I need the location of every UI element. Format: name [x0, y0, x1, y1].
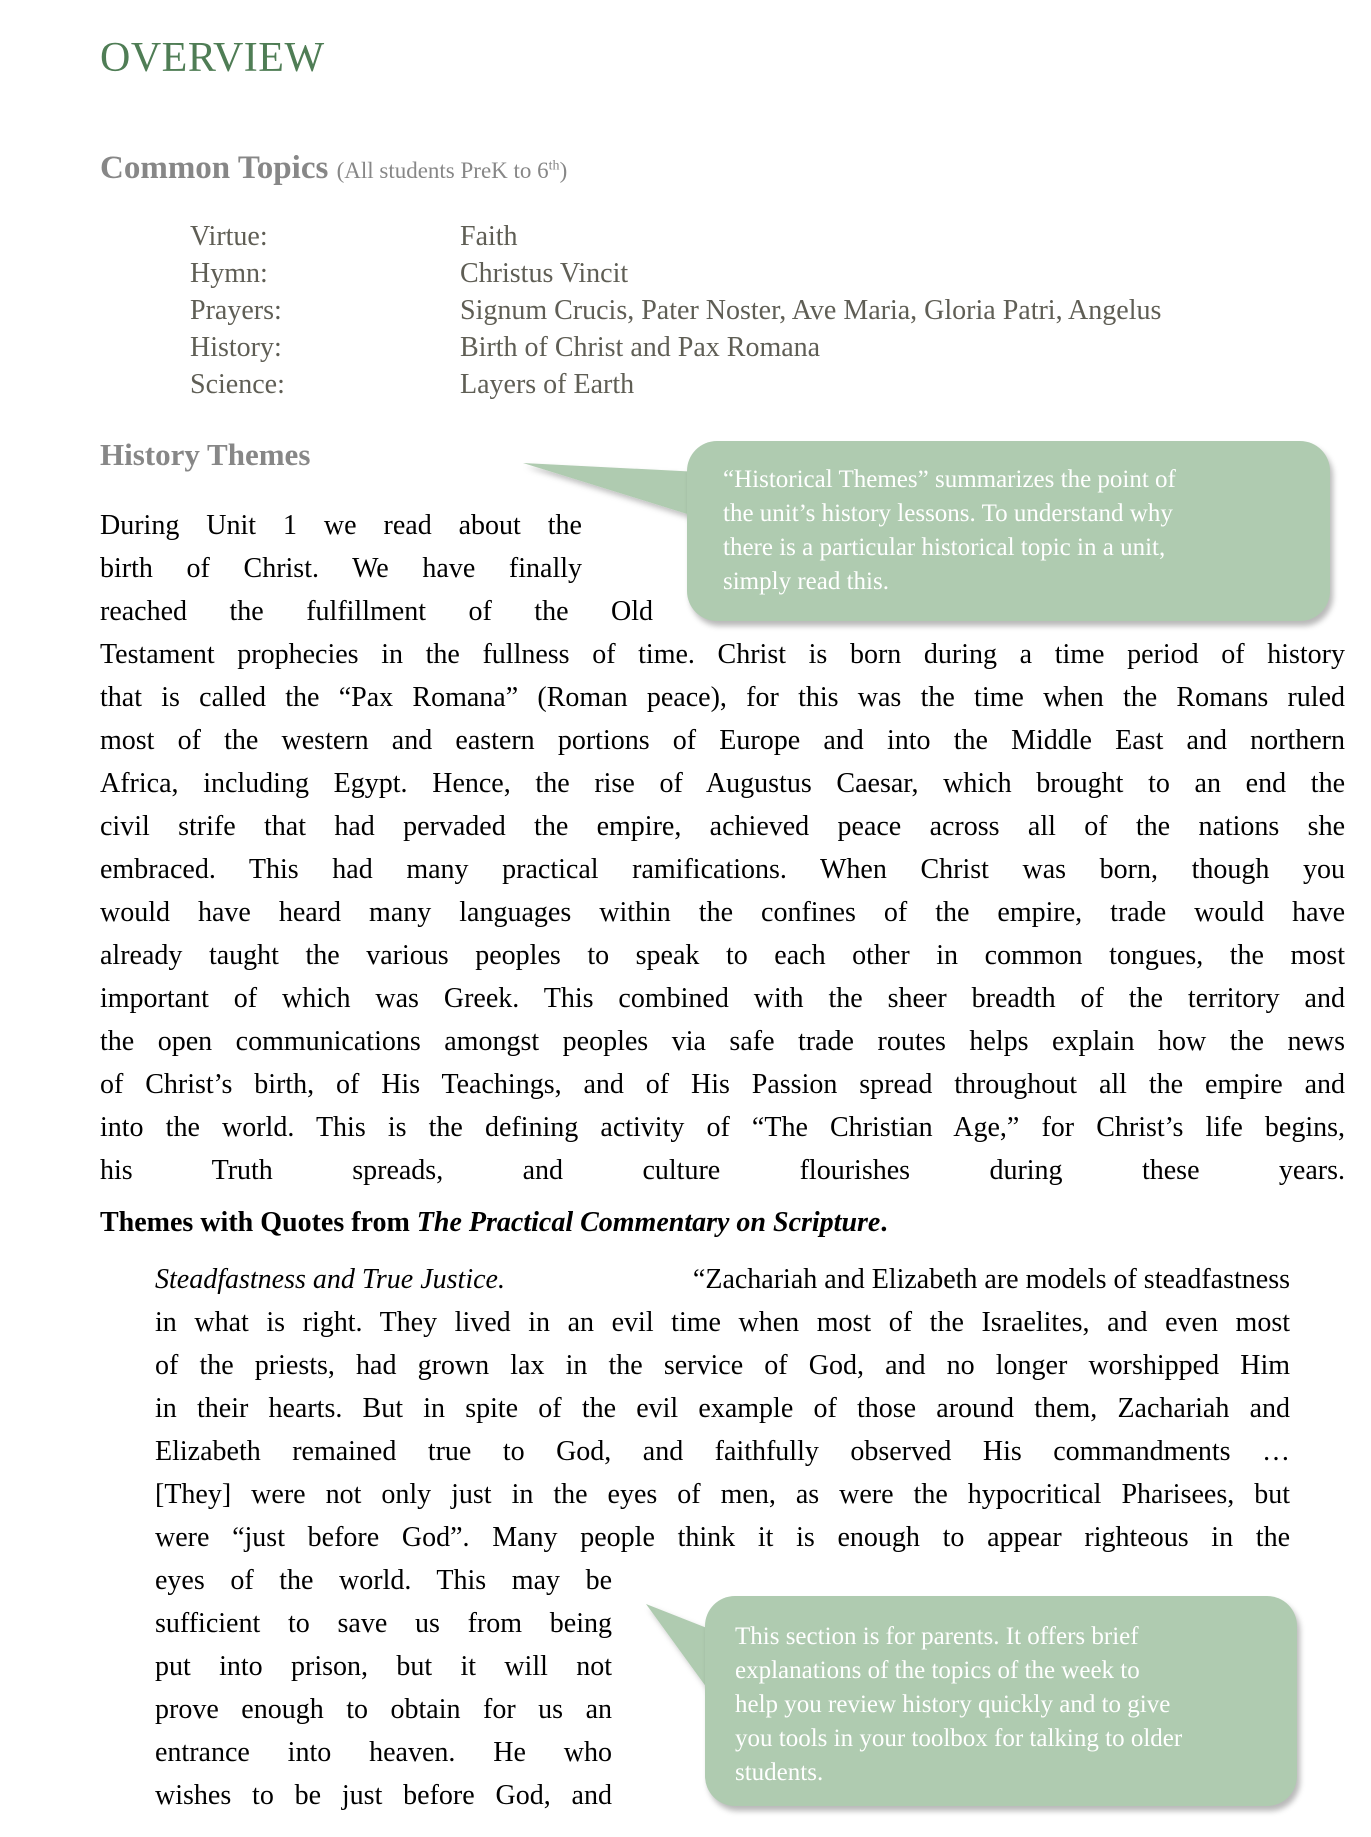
paragraph-line: into the world. This is the defining activity of “The Christian Age,” for Christ’s life begins,: [100, 1112, 1345, 1143]
callout-parents-note: [705, 1596, 1297, 1806]
history-themes-heading: History Themes: [100, 437, 311, 472]
source-title: The Practical Commentary on Scripture: [416, 1207, 881, 1238]
topic-label: Science:: [190, 369, 285, 400]
topic-label: Virtue:: [190, 221, 268, 252]
topic-value: Faith: [460, 221, 518, 252]
quote-line: Steadfastness and True Justice. “Zachariah and Elizabeth are models of steadfastness: [155, 1264, 1290, 1295]
quote-line: eyes of the world. This may be: [155, 1565, 612, 1596]
quote-line: of the priests, had grown lax in the service of God, and no longer worshipped Him: [155, 1350, 1290, 1381]
paragraph-line: civil strife that had pervaded the empire, achieved peace across all of the nations she: [100, 811, 1345, 842]
topic-label: History:: [190, 332, 282, 363]
callout-text: This section is for parents. It offers brief explanations of the topics of the week to help you review history quickly and to give you tools in your toolbox for talking to older students.: [735, 1623, 1183, 1786]
paragraph-line: During Unit 1 we read about the: [100, 510, 582, 541]
quote-line: put into prison, but it will not: [155, 1651, 612, 1682]
common-topics-title: Common Topics: [100, 150, 329, 186]
paragraph-line: of Christ’s birth, of His Teachings, and of His Passion spread throughout all the empire and: [100, 1069, 1345, 1100]
topic-value: Signum Crucis, Pater Noster, Ave Maria, Gloria Patri, Angelus: [460, 295, 1162, 326]
quote-title: Steadfastness and True Justice.: [155, 1264, 505, 1295]
paragraph-line: Africa, including Egypt. Hence, the rise of Augustus Caesar, which brought to an end the: [100, 768, 1345, 799]
paragraph-line: birth of Christ. We have finally: [100, 553, 582, 584]
paragraph-line: his Truth spreads, and culture flourishes during these years.: [100, 1155, 1345, 1186]
quote-line: prove enough to obtain for us an: [155, 1694, 612, 1725]
topic-label: Prayers:: [190, 295, 282, 326]
paragraph-line: already taught the various peoples to speak to each other in common tongues, the most: [100, 940, 1345, 971]
paragraph-line: embraced. This had many practical ramifications. When Christ was born, though you: [100, 854, 1345, 885]
quote-line: entrance into heaven. He who: [155, 1737, 612, 1768]
topic-value: Christus Vincit: [460, 258, 629, 289]
quote-line: wishes to be just before God, and: [155, 1780, 612, 1811]
topic-label: Hymn:: [190, 258, 268, 289]
page-title: OVERVIEW: [100, 35, 325, 81]
paragraph-line: reached the fulfillment of the Old: [100, 596, 653, 627]
paragraph-line: most of the western and eastern portions of Europe and into the Middle East and northern: [100, 725, 1345, 756]
themes-with-quotes-heading: Themes with Quotes from The Practical Commentary on Scripture.: [100, 1207, 888, 1238]
paragraph-line: Testament prophecies in the fullness of time. Christ is born during a time period of history: [100, 639, 1345, 670]
topic-value: Birth of Christ and Pax Romana: [460, 332, 821, 363]
paragraph-line: that is called the “Pax Romana” (Roman peace), for this was the time when the Romans ruled: [100, 682, 1345, 713]
paragraph-line: would have heard many languages within the confines of the empire, trade would have: [100, 897, 1345, 928]
common-topics-audience: (All students PreK to 6th): [336, 158, 568, 183]
quote-line: in their hearts. But in spite of the evil example of those around them, Zachariah and: [155, 1393, 1290, 1424]
quote-line: in what is right. They lived in an evil time when most of the Israelites, and even most: [155, 1307, 1290, 1338]
topic-value: Layers of Earth: [460, 369, 635, 400]
paragraph-line: the open communications amongst peoples via safe trade routes helps explain how the news: [100, 1026, 1345, 1057]
paragraph-line: important of which was Greek. This combined with the sheer breadth of the territory and: [100, 983, 1345, 1014]
quote-line: Elizabeth remained true to God, and faithfully observed His commandments …: [155, 1436, 1290, 1467]
callout-historical-themes: [687, 441, 1330, 621]
quote-line: were “just before God”. Many people think it is enough to appear righteous in the: [155, 1522, 1290, 1553]
callout-text: “Historical Themes” summarizes the point of the unit’s history lessons. To understand why there is a particular historical topic in a unit, simply read this.: [723, 466, 1176, 595]
quote-line: [They] were not only just in the eyes of men, as were the hypocritical Pharisees, but: [155, 1479, 1290, 1510]
quote-line: sufficient to save us from being: [155, 1608, 612, 1639]
